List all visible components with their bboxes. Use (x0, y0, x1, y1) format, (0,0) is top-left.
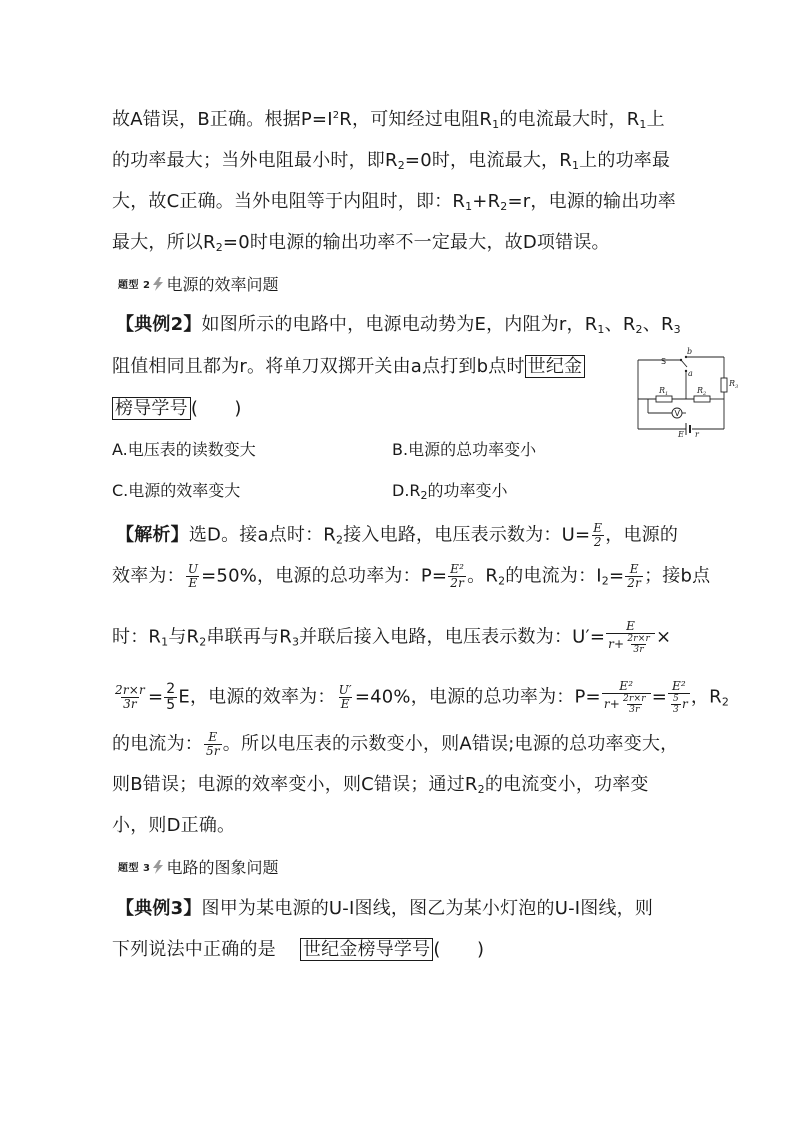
text: 的电流为：I (505, 565, 602, 587)
label-b: b (687, 347, 693, 356)
text-line (112, 397, 242, 421)
option-b: B.电源的总功率变小 (392, 440, 537, 459)
label-r3-sub: 3 (735, 384, 739, 390)
text: =r，电源的输出功率 (507, 191, 676, 212)
lightning-icon (152, 860, 164, 874)
text: 的功率变小 (427, 481, 508, 500)
text-line (112, 620, 671, 655)
text: D.R (392, 481, 421, 500)
text: 选D。接a点时：R (188, 524, 337, 546)
resistor-r1 (656, 396, 672, 402)
subscript: 2 (199, 635, 207, 649)
text: 的电流最大时，R (499, 109, 640, 130)
text: 上的功率最 (579, 150, 671, 171)
text: 接入电路，电压表示数为：U= (343, 524, 591, 546)
text-line (112, 149, 670, 173)
subscript: 1 (639, 118, 647, 131)
text-line (112, 563, 710, 590)
reference-box: 世纪金榜导学号 (300, 938, 433, 961)
text: R，可知经过电阻R (339, 109, 493, 130)
text-line (112, 355, 585, 379)
text: × (655, 626, 672, 648)
text: 上 (646, 109, 665, 130)
subscript: 2 (397, 159, 405, 172)
text-line (112, 231, 610, 255)
resistor-r3 (721, 378, 727, 392)
text: 、R (604, 314, 636, 335)
text: 并联后接入电路，电压表示数为：U′= (299, 626, 606, 648)
label-s: S (661, 357, 667, 366)
section-heading-2 (118, 272, 278, 295)
text: ，电源的 (605, 524, 679, 546)
text: =0时，电流最大，R (404, 150, 572, 171)
text-line (112, 814, 235, 838)
svg-text:R3 (728, 379, 738, 390)
subscript: 2 (500, 200, 508, 213)
example-label: 典例2 (134, 314, 184, 335)
text-line (116, 522, 678, 549)
bracket: 【 (116, 314, 135, 335)
subscript: 1 (571, 159, 580, 172)
subscript: 2 (336, 533, 344, 547)
text: 的功率最大；当外电阻最小时，即R (112, 150, 398, 171)
text: 。所以电压表的示数变小，则A错误;电源的总功率变大， (222, 733, 679, 755)
subscript: 2 (721, 695, 730, 709)
subscript: 1 (492, 118, 500, 131)
text: =0时电源的输出功率不一定最大，故D项错误。 (222, 232, 610, 253)
subscript: 1 (161, 635, 169, 649)
compound-fraction: E r+ $\frac{2r\times r}{3r}$ (606, 620, 655, 655)
subscript: 3 (673, 323, 681, 336)
subscript: 2 (601, 574, 609, 588)
text: ；接b点 (644, 565, 711, 587)
text: 大，故C正确。当外电阻等于内阻时，即：R (112, 191, 466, 212)
bracket: 【 (116, 524, 135, 546)
text: =40%，电源的总功率为：P= (354, 686, 601, 708)
text: 则B错误；电源的效率变小，则C错误；通过R (112, 774, 478, 795)
text: =50%，电源的总功率为：P= (201, 565, 448, 587)
bracket: 】 (183, 314, 202, 335)
section-title: 电路的图象问题 (166, 858, 279, 877)
fraction: $\frac{E}{5r}$ (206, 730, 220, 758)
example-label: 典例3 (134, 898, 184, 919)
text: = (609, 565, 625, 587)
text: = (651, 686, 668, 708)
text-line (112, 938, 484, 962)
fraction: $\frac{5}{3}$ (673, 694, 679, 715)
option-a: A.电压表的读数变大 (112, 440, 256, 459)
text-line (112, 190, 676, 214)
text: 时：R (112, 626, 162, 648)
reference-box: 榜导学号 (112, 397, 191, 420)
text: 的电流变小，功率变 (484, 774, 649, 795)
lightning-icon (152, 277, 164, 291)
text: 小，则D正确。 (112, 815, 236, 836)
text: 最大，所以R (112, 232, 216, 253)
option-d (392, 480, 508, 502)
circuit-diagram (634, 347, 746, 439)
text-line (112, 773, 649, 797)
text: 、R (642, 314, 674, 335)
subscript: 2 (498, 574, 506, 588)
fraction: $\frac{\text{E²}}{2r}$ (450, 562, 465, 590)
label-r2-sub: 2 (703, 391, 707, 397)
text-line (116, 897, 653, 921)
fraction: $\frac{2}{5}$ (166, 681, 176, 713)
fraction: $\frac{U'}{E}$ (338, 683, 352, 711)
section-badge: 题型 2 (118, 280, 151, 291)
answer-blank: ( ) (190, 398, 242, 419)
analysis-label: 解析 (134, 524, 171, 546)
label-v: V (674, 409, 680, 418)
subscript: 3 (291, 635, 300, 649)
subscript: 1 (465, 200, 473, 213)
text: 串联再与R (206, 626, 292, 648)
text: 效率为： (112, 565, 185, 587)
text: +R (472, 191, 501, 212)
resistor-r2 (694, 396, 710, 402)
text-line (112, 108, 665, 132)
text: 阻值相同且都为r。将单刀双掷开关由a点打到b点时 (112, 356, 525, 377)
compound-fraction: E² r+ $\frac{2r\times r}{3r}$ (602, 680, 651, 715)
text: 与R (168, 626, 200, 648)
section-badge: 题型 3 (118, 863, 151, 874)
option-c: C.电源的效率变大 (112, 481, 241, 500)
label-r1: R (659, 386, 666, 395)
svg-text:R2 (696, 386, 706, 397)
fraction: $\frac{2r\times r}{3r}$ (627, 634, 650, 655)
fraction: $\frac{E}{2}$ (593, 521, 603, 549)
fraction: $\frac{E}{2r}$ (627, 562, 642, 590)
label-r2: R (697, 386, 704, 395)
text-line (112, 680, 729, 715)
section-heading-3 (118, 855, 278, 878)
bracket: 【 (116, 898, 135, 919)
text: 故A错误，B正确。根据P=I (112, 109, 333, 130)
text: 如图所示的电路中，电源电动势为E，内阻为r，R (201, 314, 598, 335)
compound-fraction: E² $\frac{5}{3}$ r (668, 680, 690, 715)
reference-box: 世纪金 (525, 355, 586, 378)
bracket: 】 (183, 898, 202, 919)
text: = (147, 686, 164, 708)
subscript: 2 (215, 241, 223, 254)
svg-text:R1 (658, 386, 668, 397)
subscript: 2 (420, 489, 428, 502)
subscript: 2 (477, 783, 485, 796)
label-a: a (688, 369, 693, 378)
fraction: $\frac{2r\times r}{3r}$ (115, 683, 145, 711)
section-title: 电源的效率问题 (166, 275, 279, 294)
label-r1-sub: 1 (665, 391, 669, 397)
label-r: r (695, 430, 699, 439)
text: 下列说法中正确的是 (112, 939, 276, 960)
fraction: $\frac{U}{E}$ (187, 562, 199, 590)
subscript: 2 (635, 323, 643, 336)
text: 。R (467, 565, 499, 587)
text-line (116, 313, 681, 337)
text: E，电源的效率为： (178, 686, 336, 708)
superscript: 2 (332, 110, 340, 121)
text: 的电流为： (112, 733, 203, 755)
answer-blank: ( ) (433, 939, 485, 960)
text: 图甲为某电源的U-I图线，图乙为某小灯泡的U-I图线，则 (201, 898, 654, 919)
label-r3: R (729, 379, 736, 388)
bracket: 】 (170, 524, 189, 546)
fraction: $\frac{2r\times r}{3r}$ (623, 694, 646, 715)
label-e: E (678, 430, 684, 439)
text-line (112, 731, 678, 758)
subscript: 1 (597, 323, 605, 336)
text: ，R (690, 686, 722, 708)
